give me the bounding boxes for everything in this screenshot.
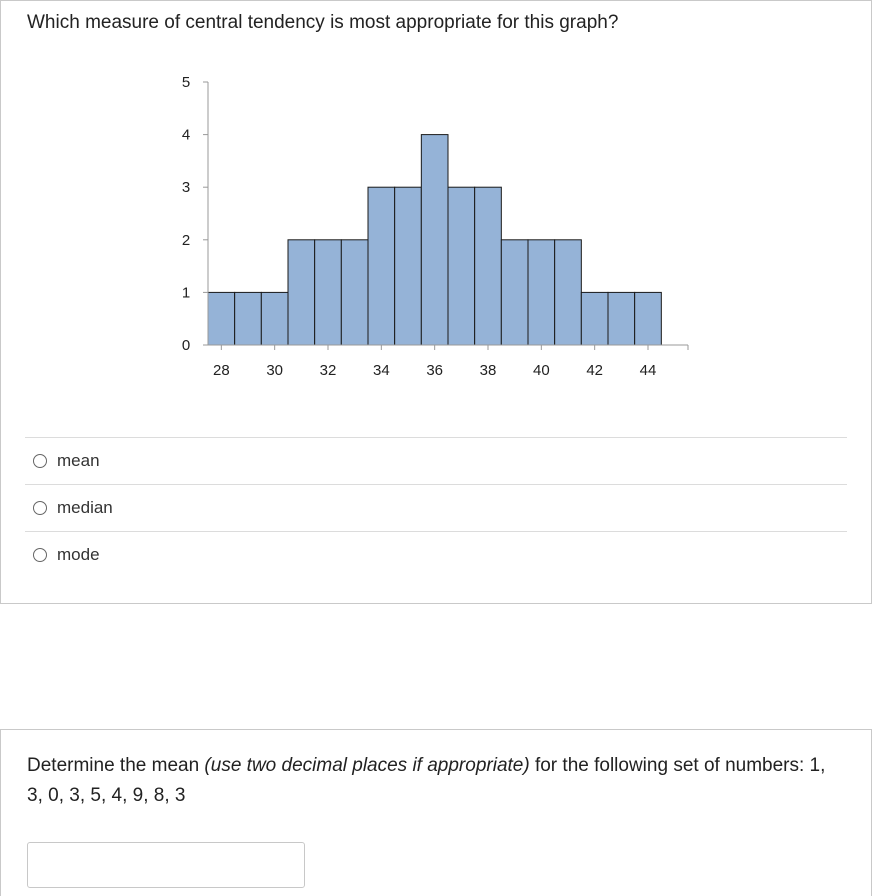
option-label-mode: mode xyxy=(57,545,100,564)
histogram-bar xyxy=(341,240,368,345)
histogram-bar xyxy=(235,292,262,345)
option-median[interactable] xyxy=(25,484,847,531)
histogram-bar xyxy=(421,135,448,345)
option-mean[interactable] xyxy=(25,437,847,484)
histogram-bar xyxy=(475,187,502,345)
x-tick-label: 42 xyxy=(586,362,604,379)
option-label-mean: mean xyxy=(57,451,100,470)
histogram-chart xyxy=(151,61,711,391)
radio-median[interactable] xyxy=(33,501,47,515)
histogram-svg xyxy=(151,61,711,391)
mean-answer-input[interactable] xyxy=(27,842,305,888)
radio-mode[interactable] xyxy=(33,548,47,562)
x-tick-label: 28 xyxy=(212,362,230,379)
y-tick-label: 3 xyxy=(181,179,191,197)
histogram-bar xyxy=(581,292,608,345)
question-2-text-after: for the following set of numbers: 1, 3, 0, 3, 5, 4, 9, 8, 3 xyxy=(27,755,826,806)
x-tick-label: 38 xyxy=(479,362,497,379)
option-mode[interactable] xyxy=(25,531,847,578)
answer-options xyxy=(25,437,847,578)
x-tick-label: 32 xyxy=(319,362,337,379)
question-2-text-before: Determine the mean xyxy=(27,755,205,776)
radio-mean[interactable] xyxy=(33,454,47,468)
y-tick-label: 0 xyxy=(181,337,191,354)
x-tick-label: 36 xyxy=(426,362,444,379)
histogram-bar xyxy=(368,187,395,345)
y-tick-label: 4 xyxy=(181,126,191,144)
x-tick-label: 34 xyxy=(372,362,390,379)
histogram-bar xyxy=(555,240,582,345)
question-2-panel xyxy=(0,729,872,896)
x-tick-label: 44 xyxy=(639,362,657,379)
option-label-median: median xyxy=(57,498,113,517)
histogram-bar xyxy=(501,240,528,345)
histogram-bar xyxy=(288,240,315,345)
y-tick-label: 5 xyxy=(181,74,191,91)
histogram-bar xyxy=(315,240,342,345)
histogram-bar xyxy=(208,292,235,345)
y-tick-label: 1 xyxy=(181,284,191,302)
y-tick-label: 2 xyxy=(181,231,191,249)
histogram-bar xyxy=(261,292,288,345)
question-2-text xyxy=(27,751,845,811)
histogram-bar xyxy=(528,240,555,345)
question-2-text-emphasis: (use two decimal places if appropriate) xyxy=(204,755,530,776)
histogram-bar xyxy=(608,292,635,345)
x-tick-label: 40 xyxy=(532,362,550,379)
histogram-bar xyxy=(448,187,475,345)
histogram-bar xyxy=(635,292,662,345)
question-1-text: Which measure of central tendency is most appropriate for this graph? xyxy=(27,12,619,33)
x-tick-label: 30 xyxy=(266,362,284,379)
histogram-bar xyxy=(395,187,422,345)
